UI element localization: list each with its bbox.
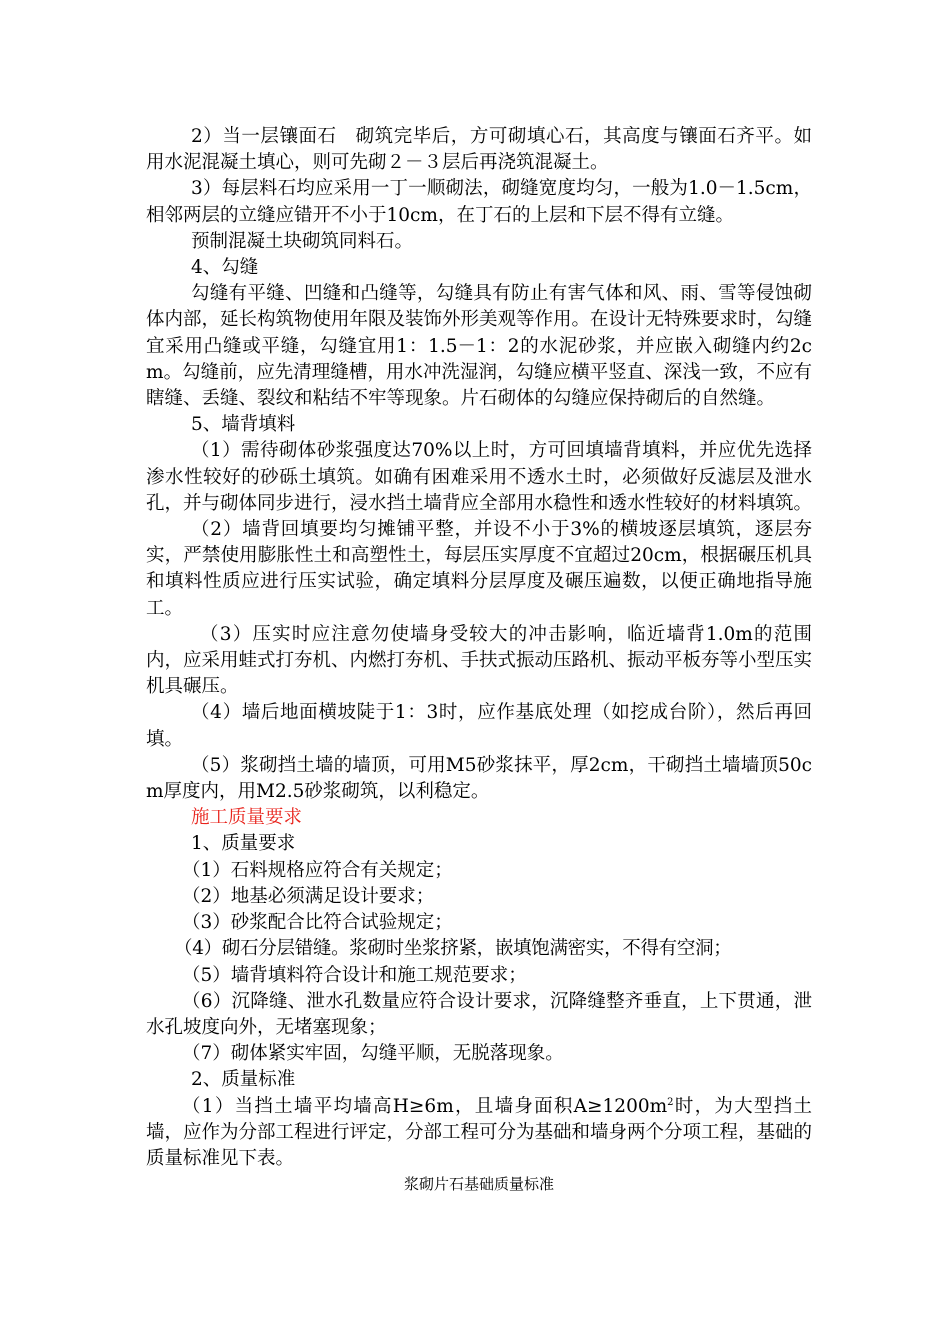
paragraph-precast-block: 预制混凝土块砌筑同料石。	[191, 230, 414, 252]
paragraph-backfill-2: （2）墙背回填要均匀摊铺平整，并设不小于3%的横坡逐层填筑，逐层夯实，严禁使用膨胀性土和高塑性土，每层压实厚度不宜超过20cm，根据碾压机具和填料性质应进行压实试验，确定填料分层厚度及碾压遍数，以便正确地指导施工。	[146, 519, 812, 619]
heading-pointing: 4、勾缝	[191, 257, 259, 279]
superscript-square: 2	[667, 1096, 674, 1108]
list-item-quality-6: （6）沉降缝、泄水孔数量应符合设计要求，沉降缝整齐垂直，上下贯通，泄水孔坡度向外，无堵塞现象；	[146, 990, 812, 1038]
paragraph-backfill-4: （4）墙后地面横坡陡于1：3时，应作基底处理（如挖成台阶），然后再回填。	[146, 702, 812, 750]
table-caption: 浆砌片石基础质量标准	[403, 1175, 554, 1194]
heading-quality-standards: 2、质量标准	[191, 1069, 296, 1091]
paragraph-quality-standard-1-part-b: 时，为大型挡土墙，应作为分部工程进行评定，分部工程可分为基础和墙身两个分项工程，基础的质量标准见下表。	[146, 1095, 813, 1169]
list-item-quality-1: （1）石料规格应符合有关规定；	[182, 859, 453, 881]
list-item-quality-4: （4）砌石分层错缝。浆砌时坐浆挤紧，嵌填饱满密实，不得有空洞；	[174, 938, 732, 960]
document-body	[146, 124, 812, 1196]
paragraph-ashlar-method: 3）每层料石均应采用一丁一顺砌法，砌缝宽度均匀，一般为1.0－1.5cm，相邻两层的立缝应错开不小于10cm，在丁石的上层和下层不得有立缝。	[146, 178, 812, 226]
paragraph-backfill-5: （5）浆砌挡土墙的墙顶，可用M5砂浆抹平，厚2cm，干砌挡土墙墙顶50cm厚度内，用M2.5砂浆砌筑，以利稳定。	[146, 754, 812, 803]
heading-construction-quality: 施工质量要求	[191, 807, 303, 829]
list-item-quality-5: （5）墙背填料符合设计和施工规范要求；	[182, 964, 527, 986]
paragraph-backfill-3: （3）压实时应注意勿使墙身受较大的冲击影响，临近墙背1.0m的范围内，应采用蛙式打夯机、内燃打夯机、手扶式振动压路机、振动平板夯等小型压实机具碾压。	[146, 623, 813, 698]
heading-quality-requirements: 1、质量要求	[191, 833, 296, 855]
list-item-quality-7: （7）砌体紧实牢固，勾缝平顺，无脱落现象。	[182, 1043, 564, 1065]
paragraph-backfill-1: （1）需待砌体砂浆强度达70%以上时，方可回填墙背填料，并应优先选择渗水性较好的砂砾土填筑。如确有困难采用不透水土时，必须做好反滤层及泄水孔，并与砌体同步进行，浸水挡土墙背应全部用水稳性和透水性较好的材料填筑。	[146, 440, 813, 514]
paragraph-quality-standard-1-part-a: （1）当挡土墙平均墙高H≥6m，且墙身面积A≥1200m	[182, 1095, 668, 1117]
list-item-quality-2: （2）地基必须满足设计要求；	[182, 885, 435, 907]
paragraph-face-stone: 2）当一层镶面石 砌筑完毕后，方可砌填心石，其高度与镶面石齐平。如用水泥混凝土填心，则可先砌２－３层后再浇筑混凝土。	[146, 126, 812, 174]
paragraph-pointing: 勾缝有平缝、凹缝和凸缝等，勾缝具有防止有害气体和风、雨、雪等侵蚀砌体内部，延长构筑物使用年限及装饰外形美观等作用。在设计无特殊要求时，勾缝宜采用凸缝或平缝，勾缝宜用1：1.5－1：2的水泥砂浆，并应嵌入砌缝内约2cm。勾缝前，应先清理缝槽，用水冲洗湿润，勾缝应横平竖直、深浅一致，不应有瞎缝、丢缝、裂纹和粘结不牢等现象。片石砌体的勾缝应保持砌后的自然缝。	[146, 283, 813, 410]
heading-backfill: 5、墙背填料	[191, 414, 296, 436]
list-item-quality-3: （3）砂浆配合比符合试验规定；	[182, 912, 453, 934]
paragraph-quality-standard-1	[146, 1094, 812, 1173]
